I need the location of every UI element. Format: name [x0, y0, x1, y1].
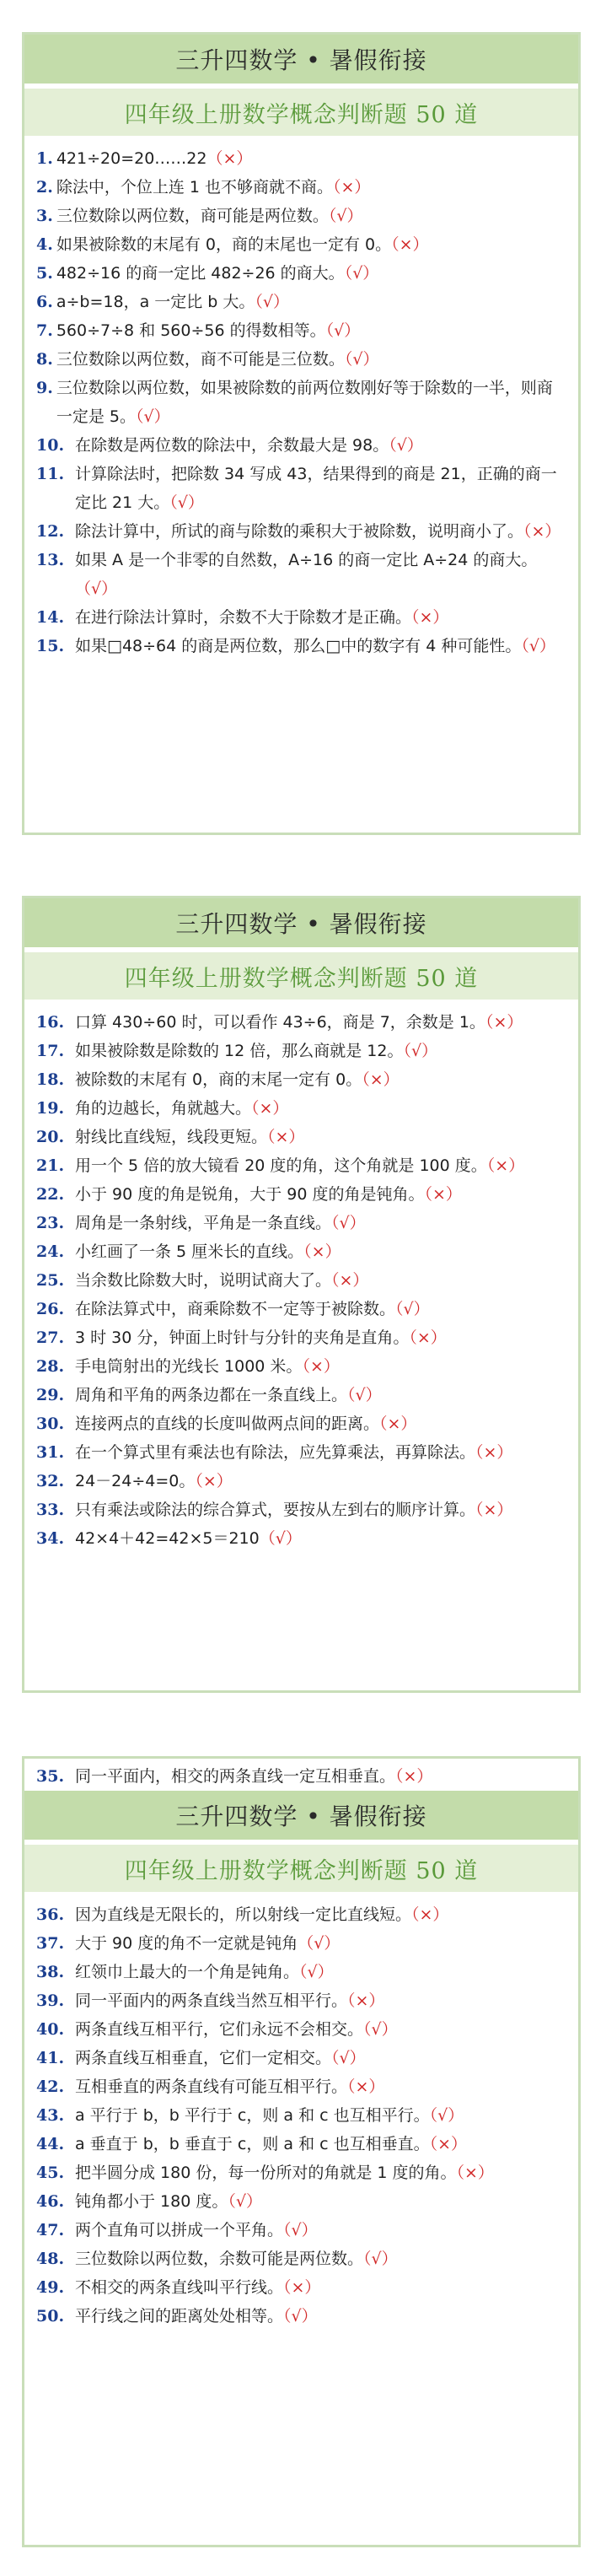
question-item	[36, 632, 566, 660]
question-text: 在一个算式里有乘法也有除法，应先算乘法，再算除法。（×）	[75, 1443, 513, 1462]
question-text: 同一平面内的两条直线当然互相平行。（×）	[75, 1991, 385, 2010]
question-text: 因为直线是无限长的，所以射线一定比直线短。（×）	[75, 1905, 449, 1924]
question-number: 4.	[36, 235, 53, 254]
answer-mark: （√）	[328, 207, 363, 225]
answer-mark: （√）	[325, 321, 361, 340]
question-text: 两条直线互相垂直，它们一定相交。（√）	[75, 2049, 366, 2067]
question-text: 除法计算中，所试的商与除数的乘积大于被除数，说明商小了。（×）	[75, 522, 561, 541]
question-item	[36, 1237, 566, 1266]
question-text: 如果□48÷64 的商是两位数，那么□中的数字有 4 种可能性。（√）	[75, 637, 555, 655]
question-item	[36, 1123, 566, 1151]
question-text: 互相垂直的两条直线有可能互相平行。（×）	[75, 2078, 385, 2096]
question-item	[36, 431, 566, 460]
question-number: 32.	[36, 1472, 65, 1490]
question-text: 三位数除以两位数，余数可能是两位数。（√）	[75, 2250, 398, 2268]
question-text: 三位数除以两位数，商可能是两位数。（√）	[56, 207, 363, 225]
question-number: 37.	[36, 1934, 65, 1953]
question-number: 41.	[36, 2049, 65, 2067]
question-text: 421÷20=20……22（×）	[56, 149, 253, 168]
question-number: 28.	[36, 1357, 65, 1376]
question-text: 同一平面内，相交的两条直线一定互相垂直。（×）	[75, 1767, 433, 1786]
answer-mark: （√）	[344, 264, 379, 283]
question-item	[36, 2044, 566, 2072]
question-text: 小于 90 度的角是锐角，大于 90 度的角是钝角。（×）	[75, 1185, 462, 1204]
question-number: 15.	[36, 637, 65, 655]
question-number: 13.	[36, 551, 65, 569]
answer-mark: （×）	[411, 1905, 449, 1924]
header-subtitle: 四年级上册数学概念判断题 50 道	[24, 89, 578, 136]
answer-mark: （×）	[347, 2078, 385, 2096]
answer-mark: （×）	[206, 149, 253, 168]
question-text: 平行线之间的距离处处相等。（√）	[75, 2307, 318, 2325]
question-item	[36, 1900, 566, 1929]
question-number: 48.	[36, 2250, 65, 2268]
question-item	[36, 2273, 566, 2302]
answer-mark: （×）	[409, 1328, 447, 1347]
question-item	[36, 460, 566, 517]
question-number: 6.	[36, 293, 53, 311]
question-number: 21.	[36, 1156, 65, 1175]
question-item	[36, 1381, 566, 1409]
header-subtitle: 四年级上册数学概念判断题 50 道	[24, 1845, 578, 1892]
question-text: 把半圆分成 180 份，每一份所对的角就是 1 度的角。（×）	[75, 2164, 494, 2182]
question-item	[36, 1008, 566, 1037]
question-text: 如果被除数是除数的 12 倍，那么商就是 12。（√）	[75, 1042, 438, 1060]
question-text: 大于 90 度的角不一定就是钝角（√）	[75, 1934, 341, 1953]
worksheet-card-1	[22, 32, 581, 835]
answer-mark: （√）	[298, 1934, 341, 1953]
question-item	[36, 345, 566, 374]
question-text: 被除数的末尾有 0，商的末尾一定有 0。（×）	[75, 1070, 400, 1089]
answer-mark: （×）	[475, 1501, 513, 1519]
question-item	[36, 374, 566, 431]
question-item	[36, 288, 566, 316]
answer-mark: （×）	[347, 1991, 385, 2010]
question-item	[36, 1180, 566, 1209]
question-item	[36, 202, 566, 230]
question-number: 36.	[36, 1905, 65, 1924]
answer-mark: （×）	[333, 178, 371, 197]
question-item	[36, 2245, 566, 2273]
question-text: 只有乘法或除法的综合算式，要按从左到右的顺序计算。（×）	[75, 1501, 513, 1519]
question-text: 在除法算式中，商乘除数不一定等于被除数。（√）	[75, 1300, 430, 1318]
question-item	[36, 173, 566, 202]
question-number: 50.	[36, 2307, 65, 2325]
question-number: 29.	[36, 1386, 65, 1404]
question-item	[36, 1295, 566, 1323]
answer-mark: （√）	[344, 350, 379, 369]
header-title: 三升四数学 • 暑假衔接	[24, 1791, 578, 1840]
question-text: 三位数除以两位数，商不可能是三位数。（√）	[56, 350, 379, 369]
answer-mark: （×）	[424, 1185, 462, 1204]
answer-mark: （×）	[486, 1156, 525, 1175]
worksheet-card-2	[22, 896, 581, 1693]
question-number: 7.	[36, 321, 53, 340]
question-item	[36, 316, 566, 345]
question-item	[36, 1065, 566, 1094]
question-number: 35.	[36, 1767, 65, 1786]
question-number: 45.	[36, 2164, 65, 2182]
question-number: 17.	[36, 1042, 65, 1060]
question-item	[36, 1209, 566, 1237]
question-number: 30.	[36, 1415, 65, 1433]
question-text: 24－24÷4=0。（×）	[75, 1472, 233, 1490]
answer-mark: （√）	[228, 2192, 262, 2211]
answer-mark: （√）	[395, 1300, 430, 1318]
answer-mark: （√）	[363, 2250, 398, 2268]
question-text: 连接两点的直线的长度叫做两点间的距离。（×）	[75, 1415, 417, 1433]
question-item	[36, 2101, 566, 2130]
question-number: 9.	[36, 379, 53, 397]
answer-mark: （×）	[195, 1472, 233, 1490]
question-item	[36, 1524, 566, 1553]
question-item	[36, 230, 566, 259]
answer-mark: （√）	[169, 493, 204, 512]
question-number: 33.	[36, 1501, 65, 1519]
question-number: 43.	[36, 2106, 65, 2125]
question-item	[36, 259, 566, 288]
question-text: 红领巾上最大的一个角是钝角。（√）	[75, 1963, 334, 1981]
question-item	[36, 1929, 566, 1958]
answer-mark: （×）	[283, 2278, 321, 2297]
question-text: 周角和平角的两条边都在一条直线上。（√）	[75, 1386, 382, 1404]
answer-mark: （×）	[456, 2164, 494, 2182]
question-text: 口算 430÷60 时，可以看作 43÷6，商是 7，余数是 1。（×）	[75, 1013, 523, 1032]
answer-mark: （×）	[395, 1767, 433, 1786]
answer-mark: （√）	[255, 293, 289, 311]
question-number: 18.	[36, 1070, 65, 1089]
question-text: 周角是一条射线，平角是一条直线。（√）	[75, 1214, 366, 1232]
question-item	[36, 1986, 566, 2015]
question-item	[36, 1323, 566, 1352]
question-text: 当余数比除数大时，说明试商大了。（×）	[75, 1271, 369, 1290]
answer-mark: （√）	[283, 2221, 318, 2239]
header-title: 三升四数学 • 暑假衔接	[24, 35, 578, 84]
question-number: 19.	[36, 1099, 65, 1118]
answer-mark: （×）	[475, 1443, 513, 1462]
answer-mark: （×）	[429, 2135, 468, 2153]
question-number: 26.	[36, 1300, 65, 1318]
answer-mark: （√）	[75, 579, 118, 598]
question-text: 560÷7÷8 和 560÷56 的得数相等。（√）	[56, 321, 361, 340]
answer-mark: （√）	[403, 1042, 438, 1060]
question-item	[36, 1958, 566, 1986]
question-text: 射线比直线短，线段更短。（×）	[75, 1128, 305, 1146]
answer-mark: （√）	[429, 2106, 464, 2125]
question-number: 8.	[36, 350, 53, 369]
question-item	[36, 144, 566, 173]
answer-mark: （×）	[331, 1271, 369, 1290]
question-item	[36, 1352, 566, 1381]
question-item	[36, 517, 566, 546]
answer-mark: （×）	[302, 1357, 340, 1376]
question-list-1	[24, 136, 578, 660]
question-item	[36, 2158, 566, 2187]
question-text: 两条直线互相平行，它们永远不会相交。（√）	[75, 2020, 398, 2039]
answer-mark: （√）	[299, 1963, 334, 1981]
question-item	[24, 1759, 578, 1791]
question-text: 除法中，个位上连 1 也不够商就不商。（×）	[56, 178, 371, 197]
question-number: 10.	[36, 436, 65, 455]
answer-mark: （√）	[331, 2049, 366, 2067]
question-number: 12.	[36, 522, 65, 541]
question-text: 钝角都小于 180 度。（√）	[75, 2192, 262, 2211]
question-number: 24.	[36, 1242, 65, 1261]
answer-mark: （×）	[523, 522, 561, 541]
question-item	[36, 603, 566, 632]
answer-mark: （×）	[251, 1099, 289, 1118]
question-text: 手电筒射出的光线长 1000 米。（×）	[75, 1357, 340, 1376]
question-text: 如果 A 是一个非零的自然数，A÷16 的商一定比 A÷24 的商大。（√）	[75, 551, 538, 598]
answer-mark: （√）	[389, 436, 423, 455]
answer-mark: （√）	[259, 1529, 302, 1548]
question-number: 2.	[36, 178, 53, 197]
answer-mark: （√）	[331, 1214, 366, 1232]
question-number: 22.	[36, 1185, 65, 1204]
question-list-2	[24, 1000, 578, 1553]
question-text: 计算除法时，把除数 34 写成 43，结果得到的商是 21，正确的商一定比 21 大。（√）	[75, 465, 557, 512]
question-item	[36, 1409, 566, 1438]
question-text: 482÷16 的商一定比 482÷26 的商大。（√）	[56, 264, 379, 283]
question-item	[36, 2302, 566, 2331]
answer-mark: （√）	[283, 2307, 318, 2325]
question-item	[36, 1438, 566, 1467]
question-number: 38.	[36, 1963, 65, 1981]
answer-mark: （×）	[267, 1128, 305, 1146]
question-number: 40.	[36, 2020, 65, 2039]
question-text: 用一个 5 倍的放大镜看 20 度的角，这个角就是 100 度。（×）	[75, 1156, 525, 1175]
question-text: 小红画了一条 5 厘米长的直线。（×）	[75, 1242, 341, 1261]
question-item	[36, 2072, 566, 2101]
question-number: 39.	[36, 1991, 65, 2010]
question-number: 23.	[36, 1214, 65, 1232]
answer-mark: （√）	[135, 407, 170, 426]
question-item	[36, 1037, 566, 1065]
question-text: 不相交的两条直线叫平行线。（×）	[75, 2278, 321, 2297]
question-item	[36, 1151, 566, 1180]
question-item	[36, 1467, 566, 1495]
question-item	[36, 1094, 566, 1123]
question-number: 3.	[36, 207, 53, 225]
question-number: 1.	[36, 149, 53, 168]
answer-mark: （√）	[347, 1386, 382, 1404]
question-item	[36, 1495, 566, 1524]
header-title: 三升四数学 • 暑假衔接	[24, 898, 578, 947]
question-item	[36, 2216, 566, 2245]
question-text: 在进行除法计算时，余数不大于除数才是正确。（×）	[75, 608, 449, 627]
question-number: 5.	[36, 264, 53, 283]
question-number: 31.	[36, 1443, 65, 1462]
question-text: 两个直角可以拼成一个平角。（√）	[75, 2221, 318, 2239]
header-subtitle: 四年级上册数学概念判断题 50 道	[24, 952, 578, 1000]
answer-mark: （×）	[411, 608, 449, 627]
question-list-3	[24, 1892, 578, 2331]
question-item	[36, 2015, 566, 2044]
answer-mark: （×）	[379, 1415, 417, 1433]
question-item	[36, 2187, 566, 2216]
question-text: 3 时 30 分，钟面上时针与分针的夹角是直角。（×）	[75, 1328, 447, 1347]
question-number: 16.	[36, 1013, 65, 1032]
question-number: 49.	[36, 2278, 65, 2297]
worksheet-card-3	[22, 1756, 581, 2547]
question-number: 14.	[36, 608, 65, 627]
question-text: 角的边越长，角就越大。（×）	[75, 1099, 289, 1118]
answer-mark: （×）	[485, 1013, 523, 1032]
question-text: 三位数除以两位数，如果被除数的前两位数刚好等于除数的一半，则商一定是 5。（√）	[56, 379, 553, 426]
question-text: a 平行于 b，b 平行于 c，则 a 和 c 也互相平行。（√）	[75, 2106, 464, 2125]
answer-mark: （×）	[362, 1070, 400, 1089]
question-number: 46.	[36, 2192, 65, 2211]
question-item	[36, 1266, 566, 1295]
question-text: a 垂直于 b，b 垂直于 c，则 a 和 c 也互相垂直。（×）	[75, 2135, 468, 2153]
question-number: 25.	[36, 1271, 65, 1290]
question-number: 20.	[36, 1128, 65, 1146]
question-number: 27.	[36, 1328, 65, 1347]
question-text: 如果被除数的末尾有 0，商的末尾也一定有 0。（×）	[56, 235, 429, 254]
answer-mark: （√）	[363, 2020, 398, 2039]
question-text: a÷b=18，a 一定比 b 大。（√）	[56, 293, 289, 311]
question-number: 42.	[36, 2078, 65, 2096]
question-number: 34.	[36, 1529, 65, 1548]
question-number: 44.	[36, 2135, 65, 2153]
answer-mark: （×）	[391, 235, 429, 254]
answer-mark: （√）	[521, 637, 555, 655]
question-item	[36, 2130, 566, 2158]
question-text: 42×4＋42=42×5＝210（√）	[75, 1529, 302, 1548]
question-number: 11.	[36, 465, 65, 483]
question-number: 47.	[36, 2221, 65, 2239]
question-item	[36, 546, 566, 603]
answer-mark: （×）	[303, 1242, 341, 1261]
question-text: 在除数是两位数的除法中，余数最大是 98。（√）	[75, 436, 423, 455]
